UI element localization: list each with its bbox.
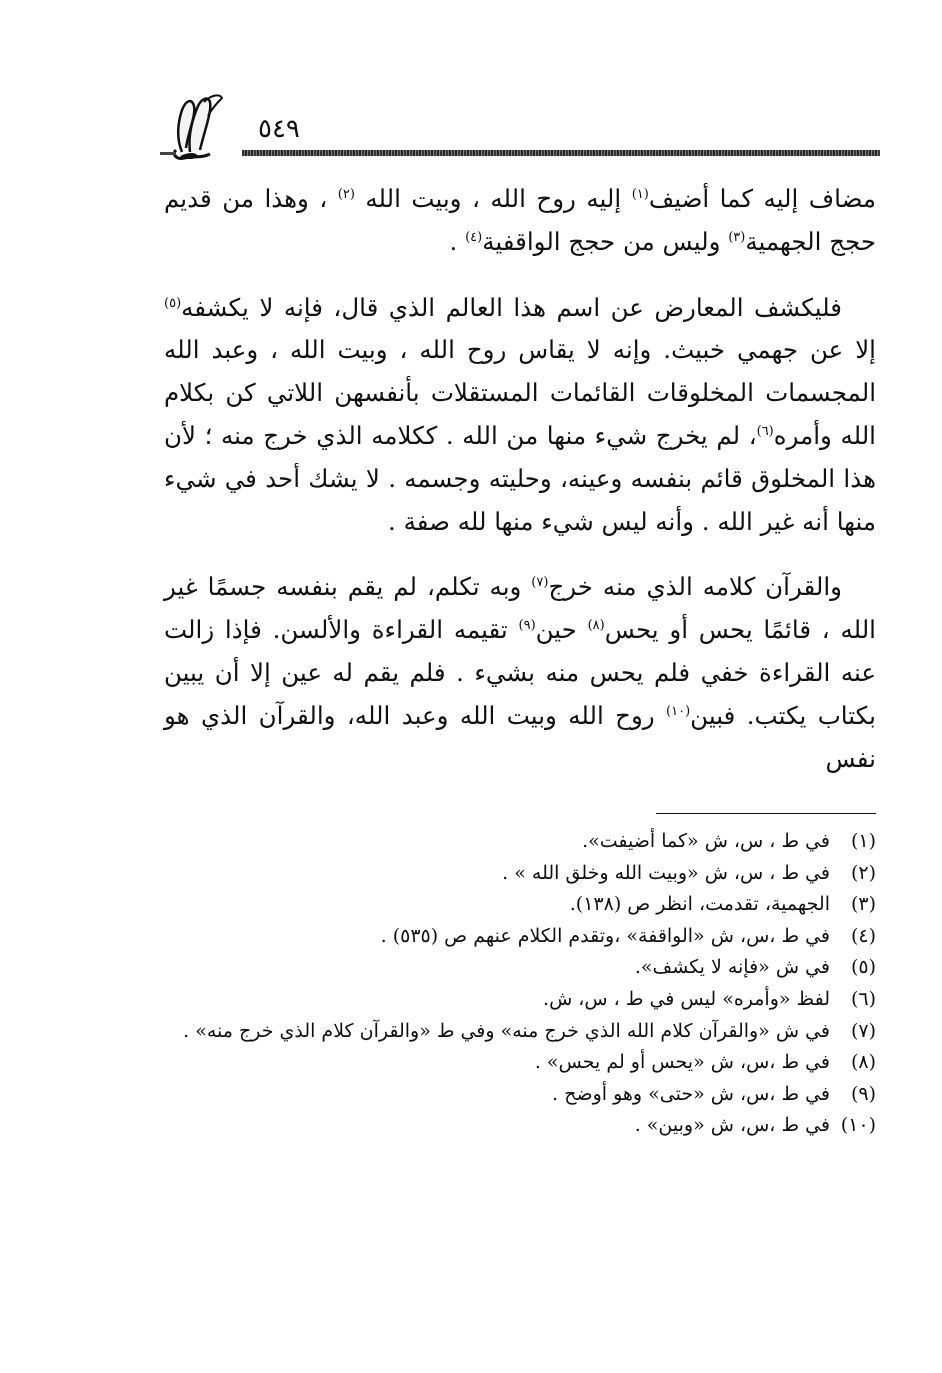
footnotes-list xyxy=(164,826,876,1142)
text-segment: مضاف إليه كما أضيف xyxy=(648,184,876,213)
footnote-marker[interactable]: (٦) xyxy=(756,423,774,439)
footnote-text: لفظ «وأمره» ليس في ط ، س، ش. xyxy=(543,987,830,1010)
footnote-marker[interactable]: (٢) xyxy=(337,186,355,202)
footnote-text: في ط ، س، ش «كما أضيفت». xyxy=(582,830,830,852)
text-segment: . xyxy=(449,226,466,256)
page-header xyxy=(160,92,880,164)
footnote-number: (١٠) xyxy=(840,1114,876,1137)
footnote-item xyxy=(164,1016,876,1048)
footnote-marker[interactable]: (٧) xyxy=(531,575,549,591)
footnote-item xyxy=(164,921,876,953)
footnote-number: (١) xyxy=(850,830,876,852)
footnote-item xyxy=(164,858,876,890)
footnote-marker[interactable]: (٥) xyxy=(164,295,182,311)
footnote-marker[interactable]: (٩) xyxy=(518,618,536,634)
footnote-marker[interactable]: (٤) xyxy=(465,229,483,245)
footnote-separator xyxy=(656,813,876,814)
footnote-text: في ط ،س، ش «يحس أو لم يحس» . xyxy=(534,1051,830,1074)
text-segment: ، لم يخرج شيء منها من الله . ككلامه الذي خرج منه ؛ لأن هذا المخلوق قائم بنفسه وعينه، وحليته وجسمه . لا يشك أحد في شيء منها أنه غير الله . وأنه ليس شيء منها لله صفة . xyxy=(164,420,876,536)
header-rule xyxy=(242,150,880,156)
header-rule-left xyxy=(160,152,176,155)
text-segment: وليس من حجج الواقفية xyxy=(482,226,729,256)
text-segment: وبه تكلم، لم يقم بنفسه جسمًا غير الله ، قائمًا يحس أو يحس xyxy=(164,572,876,645)
footnote-text: في ط ،س، ش «حتى» وهو أوضح . xyxy=(552,1082,830,1105)
paragraph xyxy=(164,287,876,544)
text-segment: تقيمه القراءة والألسن. فإذا زالت عنه القراءة خفي فلم يحس منه بشيء . فلم يقم له عين إلا أن يبين بكتاب يكتب. فبين xyxy=(164,615,876,730)
footnote-item xyxy=(164,1079,876,1111)
text-segment: حين xyxy=(535,615,588,645)
paragraph xyxy=(164,566,876,780)
footnote-number: (٧) xyxy=(850,1019,876,1042)
footnote-number: (٨) xyxy=(850,1051,876,1074)
footnote-number: (٢) xyxy=(850,861,876,884)
footnote-number: (٤) xyxy=(850,924,876,947)
footnote-item xyxy=(164,1047,876,1079)
footnote-number: (٦) xyxy=(850,987,876,1010)
text-segment: روح الله وبيت الله وعبد الله، والقرآن الذي هو نفس xyxy=(164,700,876,773)
footnote-marker[interactable]: (٨) xyxy=(587,618,605,634)
text-segment: ، وهذا من قديم حجج الجهمية xyxy=(164,184,876,256)
footnote-text: الجهمية، تقدمت، انظر ص (١٣٨). xyxy=(569,893,830,916)
footnote-number: (٥) xyxy=(850,956,876,979)
text-segment: إليه روح الله ، وبيت الله xyxy=(354,184,632,213)
footnote-text: في ش «والقرآن كلام الله الذي خرج منه» وفي ط «والقرآن كلام الذي خرج منه» . xyxy=(183,1019,830,1042)
page-number: ٥٤٩ xyxy=(258,114,300,144)
footnote-item xyxy=(164,826,876,858)
footnote-item xyxy=(164,952,876,984)
footnote-item xyxy=(164,1110,876,1142)
footnote-item xyxy=(164,984,876,1016)
footnote-text: في ط ،س، ش «الواقفة» ،وتقدم الكلام عنهم ص (٥٣٥) . xyxy=(380,924,830,947)
text-segment: فليكشف المعارض عن اسم هذا العالم الذي قال، فإنه لا يكشفه xyxy=(181,292,842,322)
text-segment: والقرآن كلامه الذي منه خرج xyxy=(548,572,842,602)
footnote-text: في ش «فإنه لا يكشف». xyxy=(634,956,830,979)
footnote-text: في ط ،س، ش «وبين» . xyxy=(634,1114,830,1137)
footnote-marker[interactable]: (١) xyxy=(631,186,649,202)
footnote-text: في ط ، س، ش «وبيت الله وخلق الله » . xyxy=(502,861,830,884)
paragraph xyxy=(164,178,876,264)
footnote-number: (٩) xyxy=(850,1082,876,1105)
footnote-number: (٣) xyxy=(850,893,876,916)
footnote-marker[interactable]: (٣) xyxy=(728,229,746,245)
quill-and-scroll-icon xyxy=(168,92,224,162)
main-text xyxy=(164,178,876,780)
text-segment: إلا عن جهمي خبيث. وإنه لا يقاس روح الله ، وبيت الله ، وعبد الله المجسمات المخلوقات القائمات المستقلات بأنفسهن اللاتي كن بكلام الله وأمره xyxy=(164,335,876,450)
footnote-item xyxy=(164,889,876,921)
footnote-marker[interactable]: (١٠) xyxy=(666,703,691,719)
